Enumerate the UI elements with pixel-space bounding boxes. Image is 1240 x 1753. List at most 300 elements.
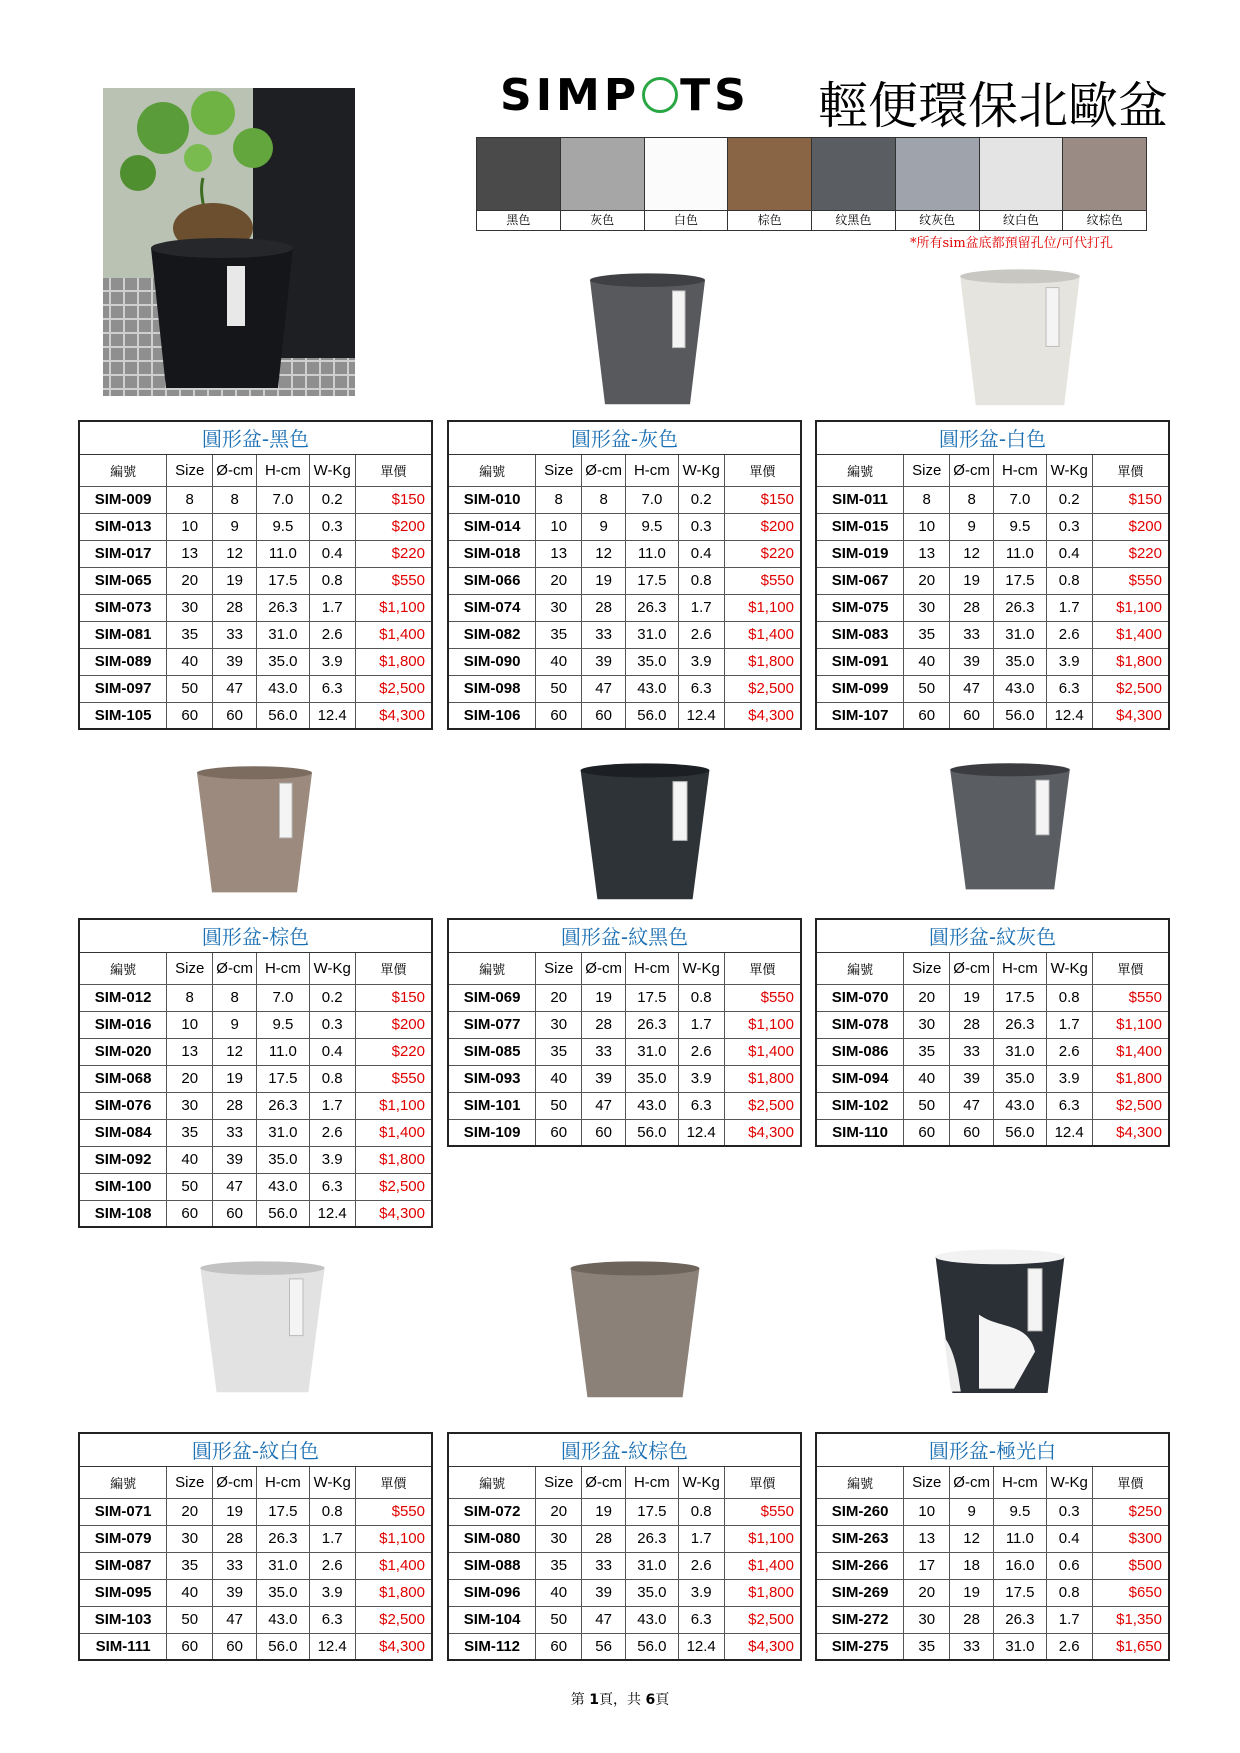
table-cell: 0.8 <box>1046 567 1092 594</box>
table-cell: 2.6 <box>1046 1038 1092 1065</box>
price-table-3 <box>78 918 433 1228</box>
table-cell: $1,800 <box>724 1579 801 1606</box>
table-cell: 33 <box>950 621 994 648</box>
table-cell: 50 <box>167 675 213 702</box>
table-row <box>816 1579 1169 1606</box>
table-cell: 50 <box>167 1173 213 1200</box>
price-table-4 <box>447 918 802 1147</box>
brand-prefix: SIMP <box>500 70 641 121</box>
table-cell: 2.6 <box>678 621 724 648</box>
table-cell: 12.4 <box>1046 1119 1092 1146</box>
table-cell: SIM-112 <box>448 1633 536 1660</box>
table-cell: 11.0 <box>257 540 310 567</box>
pot-textured-grey-image <box>945 762 1075 892</box>
table-cell: 17.5 <box>257 1498 310 1525</box>
table-cell: 47 <box>213 1606 257 1633</box>
table-cell: 12 <box>582 540 626 567</box>
swatch-4 <box>812 138 896 230</box>
table-cell: 1.7 <box>309 1525 355 1552</box>
table-cell: 8 <box>213 486 257 513</box>
table-row <box>79 1092 432 1119</box>
table-cell: 56 <box>582 1633 626 1660</box>
column-header: Size <box>904 454 950 486</box>
table-cell: 31.0 <box>994 1038 1047 1065</box>
table-cell: 35.0 <box>626 1065 679 1092</box>
table-cell: 28 <box>582 594 626 621</box>
table-cell: 17.5 <box>994 1579 1047 1606</box>
table-cell: $550 <box>355 1065 432 1092</box>
table-cell: $1,100 <box>724 594 801 621</box>
table-cell: $1,800 <box>355 648 432 675</box>
table-cell: 0.2 <box>1046 486 1092 513</box>
table-cell: 50 <box>536 675 582 702</box>
table-cell: 0.2 <box>309 486 355 513</box>
swatch-chip <box>896 138 979 210</box>
column-header: Size <box>536 454 582 486</box>
table-cell: 13 <box>167 1038 213 1065</box>
table-cell: 19 <box>582 1498 626 1525</box>
table-cell: 35 <box>167 621 213 648</box>
column-header: 編號 <box>448 952 536 984</box>
table-cell: 33 <box>582 621 626 648</box>
table-row <box>79 1146 432 1173</box>
table-title: 圓形盆-紋白色 <box>79 1433 432 1466</box>
table-cell: 0.4 <box>309 1038 355 1065</box>
column-header: Size <box>904 1466 950 1498</box>
table-cell: $550 <box>355 1498 432 1525</box>
table-row <box>79 540 432 567</box>
table-row <box>79 1525 432 1552</box>
table-row <box>448 621 801 648</box>
table-cell: SIM-081 <box>79 621 167 648</box>
table-cell: 60 <box>536 1119 582 1146</box>
table-cell: $4,300 <box>1092 1119 1169 1146</box>
table-cell: 39 <box>950 1065 994 1092</box>
table-cell: 19 <box>213 1065 257 1092</box>
table-cell: SIM-088 <box>448 1552 536 1579</box>
swatch-2 <box>645 138 729 230</box>
table-cell: 35.0 <box>626 1579 679 1606</box>
table-cell: SIM-263 <box>816 1525 904 1552</box>
table-cell: 47 <box>213 1173 257 1200</box>
table-cell: 0.2 <box>309 984 355 1011</box>
table-row <box>79 648 432 675</box>
table-cell: SIM-094 <box>816 1065 904 1092</box>
table-cell: SIM-260 <box>816 1498 904 1525</box>
table-row <box>816 1038 1169 1065</box>
column-header: W-Kg <box>1046 952 1092 984</box>
column-header: H-cm <box>626 1466 679 1498</box>
table-cell: 17.5 <box>994 567 1047 594</box>
table-row <box>79 1065 432 1092</box>
table-row <box>816 702 1169 729</box>
table-row <box>448 1011 801 1038</box>
table-cell: 60 <box>536 702 582 729</box>
table-cell: 9.5 <box>994 1498 1047 1525</box>
table-cell: 28 <box>582 1011 626 1038</box>
table-row <box>816 1498 1169 1525</box>
column-header: H-cm <box>257 454 310 486</box>
column-header: H-cm <box>994 454 1047 486</box>
column-header: Ø-cm <box>213 952 257 984</box>
table-cell: 12.4 <box>309 1200 355 1227</box>
table-cell: 8 <box>167 984 213 1011</box>
table-cell: 8 <box>904 486 950 513</box>
column-header: Ø-cm <box>950 952 994 984</box>
table-cell: 35 <box>167 1552 213 1579</box>
table-cell: 60 <box>582 702 626 729</box>
table-cell: SIM-065 <box>79 567 167 594</box>
price-table-7 <box>447 1432 802 1661</box>
table-cell: $200 <box>1092 513 1169 540</box>
column-header: W-Kg <box>678 454 724 486</box>
table-cell: 19 <box>582 984 626 1011</box>
table-cell: 8 <box>536 486 582 513</box>
table-cell: 2.6 <box>309 1552 355 1579</box>
current-page: 1 <box>589 1692 599 1708</box>
table-cell: 50 <box>904 1092 950 1119</box>
table-cell: 11.0 <box>994 540 1047 567</box>
table-cell: SIM-105 <box>79 702 167 729</box>
table-cell: 2.6 <box>1046 1633 1092 1660</box>
table-cell: 33 <box>582 1552 626 1579</box>
table-cell: 17.5 <box>257 567 310 594</box>
table-cell: 2.6 <box>309 1119 355 1146</box>
table-cell: 3.9 <box>678 1065 724 1092</box>
table-cell: SIM-107 <box>816 702 904 729</box>
swatch-label: 黑色 <box>477 210 560 230</box>
table-cell: SIM-009 <box>79 486 167 513</box>
table-cell: 2.6 <box>678 1552 724 1579</box>
table-cell: 11.0 <box>994 1525 1047 1552</box>
table-cell: 43.0 <box>626 675 679 702</box>
table-cell: 43.0 <box>994 1092 1047 1119</box>
table-cell: $4,300 <box>1092 702 1169 729</box>
table-cell: 10 <box>167 513 213 540</box>
table-cell: SIM-017 <box>79 540 167 567</box>
table-cell: 60 <box>950 1119 994 1146</box>
table-cell: 35 <box>904 1038 950 1065</box>
table-cell: 9 <box>213 513 257 540</box>
table-row <box>448 1038 801 1065</box>
table-cell: SIM-275 <box>816 1633 904 1660</box>
table-cell: 17.5 <box>626 1498 679 1525</box>
table-cell: SIM-089 <box>79 648 167 675</box>
table-cell: SIM-098 <box>448 675 536 702</box>
table-cell: 35.0 <box>257 1579 310 1606</box>
brand-logo <box>500 70 770 130</box>
table-cell: 40 <box>536 648 582 675</box>
table-cell: 60 <box>904 702 950 729</box>
column-header: 單價 <box>1092 454 1169 486</box>
table-cell: $1,800 <box>1092 648 1169 675</box>
table-cell: SIM-079 <box>79 1525 167 1552</box>
table-cell: SIM-078 <box>816 1011 904 1038</box>
table-row <box>79 594 432 621</box>
table-cell: $300 <box>1092 1525 1169 1552</box>
table-row <box>816 984 1169 1011</box>
table-cell: 35 <box>536 1552 582 1579</box>
pot-textured-white-image <box>195 1260 330 1395</box>
table-row <box>79 1011 432 1038</box>
table-cell: 28 <box>213 1525 257 1552</box>
table-cell: 40 <box>167 1579 213 1606</box>
table-cell: 17 <box>904 1552 950 1579</box>
table-cell: $200 <box>355 1011 432 1038</box>
table-cell: SIM-084 <box>79 1119 167 1146</box>
table-cell: 31.0 <box>257 621 310 648</box>
brand-o-icon <box>642 77 678 113</box>
table-cell: $1,350 <box>1092 1606 1169 1633</box>
table-cell: 12 <box>213 1038 257 1065</box>
table-row <box>816 513 1169 540</box>
table-cell: 16.0 <box>994 1552 1047 1579</box>
table-row <box>448 1525 801 1552</box>
table-cell: SIM-101 <box>448 1092 536 1119</box>
table-cell: SIM-090 <box>448 648 536 675</box>
column-header: 編號 <box>448 454 536 486</box>
table-row <box>816 1011 1169 1038</box>
table-cell: 60 <box>950 702 994 729</box>
table-cell: SIM-110 <box>816 1119 904 1146</box>
table-cell: 3.9 <box>309 648 355 675</box>
table-title: 圓形盆-黑色 <box>79 421 432 454</box>
table-cell: 10 <box>167 1011 213 1038</box>
table-row <box>448 486 801 513</box>
table-cell: 3.9 <box>1046 648 1092 675</box>
drainage-note: *所有sim盆底都預留孔位/可代打孔 <box>910 236 1114 251</box>
table-cell: 12 <box>950 540 994 567</box>
table-cell: $1,100 <box>355 1525 432 1552</box>
table-row <box>448 1119 801 1146</box>
table-cell: SIM-092 <box>79 1146 167 1173</box>
table-title: 圓形盆-紋黑色 <box>448 919 801 952</box>
table-cell: 10 <box>536 513 582 540</box>
table-cell: 7.0 <box>257 984 310 1011</box>
pot-grey-image <box>585 272 710 407</box>
table-cell: 47 <box>950 675 994 702</box>
table-cell: $2,500 <box>724 1092 801 1119</box>
table-cell: 35 <box>536 1038 582 1065</box>
table-cell: 20 <box>167 567 213 594</box>
table-cell: 6.3 <box>309 1173 355 1200</box>
table-cell: 13 <box>167 540 213 567</box>
table-cell: 28 <box>213 1092 257 1119</box>
table-cell: $4,300 <box>724 1119 801 1146</box>
table-cell: SIM-104 <box>448 1606 536 1633</box>
table-row <box>816 540 1169 567</box>
table-cell: 60 <box>167 1200 213 1227</box>
table-cell: SIM-082 <box>448 621 536 648</box>
table-cell: 40 <box>167 1146 213 1173</box>
swatch-label: 纹灰色 <box>896 210 979 230</box>
table-cell: 35 <box>904 1633 950 1660</box>
table-cell: SIM-086 <box>816 1038 904 1065</box>
table-cell: 2.6 <box>1046 621 1092 648</box>
table-cell: 17.5 <box>994 984 1047 1011</box>
column-header: Size <box>167 952 213 984</box>
table-cell: $2,500 <box>355 1606 432 1633</box>
column-header: 編號 <box>448 1466 536 1498</box>
table-cell: 39 <box>582 1065 626 1092</box>
table-cell: 56.0 <box>626 1633 679 1660</box>
price-table-0 <box>78 420 433 730</box>
table-cell: $150 <box>724 486 801 513</box>
table-row <box>79 621 432 648</box>
table-cell: 20 <box>536 567 582 594</box>
table-cell: 26.3 <box>626 594 679 621</box>
table-cell: $250 <box>1092 1498 1169 1525</box>
table-cell: $1,400 <box>724 621 801 648</box>
table-cell: SIM-076 <box>79 1092 167 1119</box>
table-cell: 43.0 <box>257 675 310 702</box>
table-row <box>816 621 1169 648</box>
column-header: 單價 <box>355 952 432 984</box>
table-row <box>816 486 1169 513</box>
table-cell: 60 <box>213 1200 257 1227</box>
table-cell: 47 <box>582 1092 626 1119</box>
table-cell: 39 <box>582 1579 626 1606</box>
table-cell: 40 <box>904 648 950 675</box>
table-cell: $550 <box>1092 567 1169 594</box>
page-title: 輕便環保北歐盆 <box>818 77 1168 135</box>
table-cell: 26.3 <box>994 594 1047 621</box>
column-header: 單價 <box>355 454 432 486</box>
table-cell: SIM-091 <box>816 648 904 675</box>
table-cell: SIM-097 <box>79 675 167 702</box>
table-cell: 9 <box>582 513 626 540</box>
table-cell: 6.3 <box>1046 675 1092 702</box>
table-cell: $550 <box>724 1498 801 1525</box>
table-row <box>448 1579 801 1606</box>
column-header: H-cm <box>626 454 679 486</box>
swatch-chip <box>812 138 895 210</box>
column-header: Size <box>904 952 950 984</box>
table-row <box>816 1065 1169 1092</box>
table-title: 圓形盆-紋灰色 <box>816 919 1169 952</box>
table-cell: 35.0 <box>257 648 310 675</box>
table-cell: 9 <box>950 1498 994 1525</box>
hero-photo <box>103 88 355 396</box>
table-cell: 31.0 <box>257 1119 310 1146</box>
table-cell: $220 <box>355 540 432 567</box>
table-cell: SIM-080 <box>448 1525 536 1552</box>
table-cell: 2.6 <box>678 1038 724 1065</box>
table-cell: 8 <box>167 486 213 513</box>
table-cell: 35.0 <box>994 1065 1047 1092</box>
column-header: 編號 <box>79 952 167 984</box>
table-cell: 17.5 <box>626 984 679 1011</box>
table-cell: $1,100 <box>355 594 432 621</box>
column-header: W-Kg <box>1046 454 1092 486</box>
swatch-1 <box>561 138 645 230</box>
table-cell: SIM-096 <box>448 1579 536 1606</box>
table-cell: 50 <box>167 1606 213 1633</box>
table-cell: $1,400 <box>355 1552 432 1579</box>
table-cell: 1.7 <box>309 1092 355 1119</box>
table-cell: $1,400 <box>355 621 432 648</box>
swatch-chip <box>645 138 728 210</box>
table-cell: $220 <box>355 1038 432 1065</box>
table-cell: 9 <box>213 1011 257 1038</box>
swatch-label: 纹白色 <box>980 210 1063 230</box>
total-pages: 6 <box>645 1692 656 1708</box>
table-cell: 8 <box>582 486 626 513</box>
table-cell: SIM-087 <box>79 1552 167 1579</box>
table-cell: $150 <box>1092 486 1169 513</box>
table-cell: 7.0 <box>626 486 679 513</box>
table-cell: 0.8 <box>678 984 724 1011</box>
price-table-1 <box>447 420 802 730</box>
page-footer: 第 1頁，共 6頁 <box>570 1692 670 1708</box>
column-header: Ø-cm <box>950 1466 994 1498</box>
table-cell: 50 <box>904 675 950 702</box>
table-cell: $1,800 <box>724 648 801 675</box>
swatch-5 <box>896 138 980 230</box>
table-cell: 35 <box>536 621 582 648</box>
table-cell: 3.9 <box>678 1579 724 1606</box>
table-row <box>448 1552 801 1579</box>
table-cell: 1.7 <box>1046 1011 1092 1038</box>
table-cell: 12.4 <box>678 702 724 729</box>
table-cell: 31.0 <box>626 1038 679 1065</box>
column-header: Ø-cm <box>213 454 257 486</box>
table-cell: SIM-014 <box>448 513 536 540</box>
swatch-chip <box>1063 138 1146 210</box>
table-cell: 19 <box>582 567 626 594</box>
column-header: 編號 <box>816 454 904 486</box>
table-cell: 39 <box>582 648 626 675</box>
table-cell: 60 <box>167 702 213 729</box>
column-header: Ø-cm <box>213 1466 257 1498</box>
table-cell: SIM-108 <box>79 1200 167 1227</box>
table-cell: SIM-073 <box>79 594 167 621</box>
table-cell: $2,500 <box>355 1173 432 1200</box>
table-cell: 28 <box>582 1525 626 1552</box>
table-row <box>816 1552 1169 1579</box>
column-header: 單價 <box>724 1466 801 1498</box>
table-cell: $2,500 <box>355 675 432 702</box>
table-cell: $2,500 <box>1092 675 1169 702</box>
table-row <box>79 1606 432 1633</box>
pot-textured-black-image <box>575 762 715 902</box>
table-cell: SIM-083 <box>816 621 904 648</box>
table-cell: $200 <box>355 513 432 540</box>
table-cell: SIM-100 <box>79 1173 167 1200</box>
price-table-8 <box>815 1432 1170 1661</box>
table-cell: 26.3 <box>626 1525 679 1552</box>
price-table-6 <box>78 1432 433 1661</box>
table-cell: SIM-020 <box>79 1038 167 1065</box>
table-cell: 30 <box>904 1011 950 1038</box>
table-cell: $1,100 <box>1092 594 1169 621</box>
table-row <box>816 1633 1169 1660</box>
table-cell: 60 <box>582 1119 626 1146</box>
table-cell: 9 <box>950 513 994 540</box>
table-cell: SIM-013 <box>79 513 167 540</box>
table-cell: 6.3 <box>678 675 724 702</box>
table-cell: 0.3 <box>309 1011 355 1038</box>
table-cell: 9.5 <box>257 513 310 540</box>
table-cell: 56.0 <box>257 702 310 729</box>
table-cell: 0.8 <box>678 1498 724 1525</box>
table-cell: 8 <box>213 984 257 1011</box>
table-cell: 12.4 <box>309 1633 355 1660</box>
table-row <box>448 594 801 621</box>
table-row <box>79 1552 432 1579</box>
column-header: 單價 <box>355 1466 432 1498</box>
table-cell: 9.5 <box>994 513 1047 540</box>
